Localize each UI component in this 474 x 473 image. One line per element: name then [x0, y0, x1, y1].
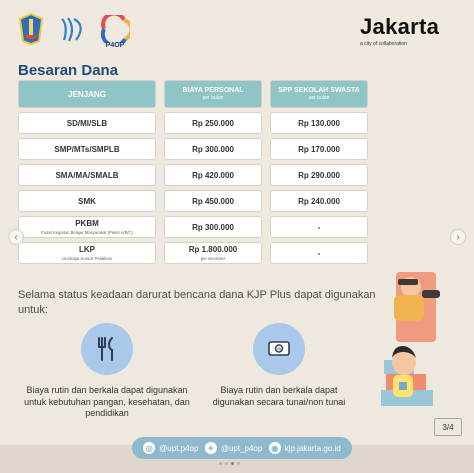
p4op-logo [98, 12, 132, 49]
carousel-dot-active[interactable] [231, 462, 234, 465]
twitter-icon: ✦ [205, 442, 217, 454]
personal-cell [164, 164, 262, 186]
previous-slide-button[interactable]: ‹ [8, 229, 24, 245]
benefit-text: Biaya rutin dan berkala dapat digunakan untuk kebutuhan pangan, kesehatan, dan pendidikan [24, 385, 190, 419]
brand-subtitle: a city of collaboration [360, 41, 407, 47]
info-text: Selama status keadaan darurat bencana dana KJP Plus dapat digunakan untuk: [18, 289, 376, 316]
personal-subvalue: per semester [200, 256, 226, 261]
spp-cell [270, 242, 368, 264]
table-row [18, 216, 368, 238]
spp-cell [270, 112, 368, 134]
benefit-cash-non-cash [204, 323, 354, 408]
table-row [18, 164, 368, 186]
jakarta-emblem-logo [14, 12, 48, 46]
spp-cell [270, 190, 368, 212]
spp-cell [270, 138, 368, 160]
globe-icon: ◉ [269, 442, 281, 454]
utensils-icon [81, 323, 133, 375]
level-sublabel: Pusat Kegiatan Belajar Masyarakat (Paket A/B/C) [41, 230, 133, 235]
table-row [18, 190, 368, 212]
funding-table [18, 80, 368, 268]
spp-cell [270, 164, 368, 186]
instagram-icon: ◎ [143, 442, 155, 454]
personal-value: Rp 1.800.000 [188, 245, 238, 254]
personal-cell [164, 190, 262, 212]
next-slide-button[interactable]: › [450, 229, 466, 245]
personal-value: Rp 300.000 [192, 222, 234, 232]
header-spp [270, 80, 368, 108]
carousel-dot[interactable] [237, 462, 240, 465]
personal-value: Rp 420.000 [192, 170, 234, 180]
personal-cell [164, 138, 262, 160]
spp-value: Rp 240.000 [298, 196, 340, 206]
level-cell [18, 138, 156, 160]
level-label: SMK [78, 196, 96, 206]
level-sublabel: Lembaga Kursus Pelatihan [61, 256, 113, 261]
level-label: SMA/MA/SMALB [55, 170, 119, 180]
carousel-dot[interactable] [225, 462, 228, 465]
header-spp-label: SPP SEKOLAH SWASTA [278, 87, 360, 94]
level-cell [18, 216, 156, 238]
personal-value: Rp 300.000 [192, 144, 234, 154]
header-logos [14, 12, 132, 49]
kids-illustration [376, 262, 470, 426]
website-link[interactable] [269, 442, 341, 454]
personal-cell [164, 216, 262, 238]
money-icon [253, 323, 305, 375]
instagram-handle: @upt.p4op [159, 443, 199, 453]
spp-value: Rp 170.000 [298, 144, 340, 154]
spp-value: - [317, 222, 321, 232]
level-cell [18, 190, 156, 212]
level-label: SD/MI/SLB [66, 118, 108, 128]
spp-value: Rp 290.000 [298, 170, 340, 180]
level-cell [18, 164, 156, 186]
carousel-dot[interactable] [219, 462, 222, 465]
jakarta-brand [360, 14, 460, 47]
spp-cell [270, 216, 368, 238]
personal-cell [164, 112, 262, 134]
benefit-food-health-education [22, 323, 192, 420]
personal-value: Rp 450.000 [192, 196, 234, 206]
table-row [18, 112, 368, 134]
website-url: kjp.jakarta.go.id [284, 443, 341, 453]
svg-text:Rp: Rp [277, 346, 283, 352]
header-biaya-personal-sub: per bulan [202, 95, 224, 101]
header-jenjang [18, 80, 156, 108]
header-biaya-personal-label: BIAYA PERSONAL [182, 87, 244, 94]
benefit-text: Biaya rutin dan berkala dapat digunakan secara tunai/non tunai [212, 385, 346, 407]
level-label: LKP [79, 245, 95, 254]
instagram-link[interactable] [143, 442, 198, 454]
brand-title: Jakarta [360, 14, 440, 39]
twitter-link[interactable] [205, 442, 263, 454]
level-label: SMP/MTs/SMPLB [54, 144, 120, 154]
p4op-label: P4OP [105, 42, 125, 49]
header-jenjang-label: JENJANG [68, 89, 106, 99]
carousel-dots [219, 462, 240, 465]
page-indicator: 3/4 [434, 418, 462, 436]
header-biaya-personal [164, 80, 262, 108]
section-title: Besaran Dana [18, 62, 119, 79]
spp-value: - [317, 248, 321, 258]
social-links [132, 437, 352, 459]
table-header-row [18, 80, 368, 108]
header-spp-sub: per bulan [308, 95, 330, 101]
table-row [18, 242, 368, 264]
kjp-logo [56, 12, 90, 46]
spp-value: Rp 130.000 [298, 118, 340, 128]
level-cell [18, 112, 156, 134]
personal-cell [164, 242, 262, 264]
personal-value: Rp 250.000 [192, 118, 234, 128]
table-row [18, 138, 368, 160]
level-label: PKBM [75, 219, 99, 228]
level-cell [18, 242, 156, 264]
twitter-handle: @upt_p4op [220, 443, 263, 453]
